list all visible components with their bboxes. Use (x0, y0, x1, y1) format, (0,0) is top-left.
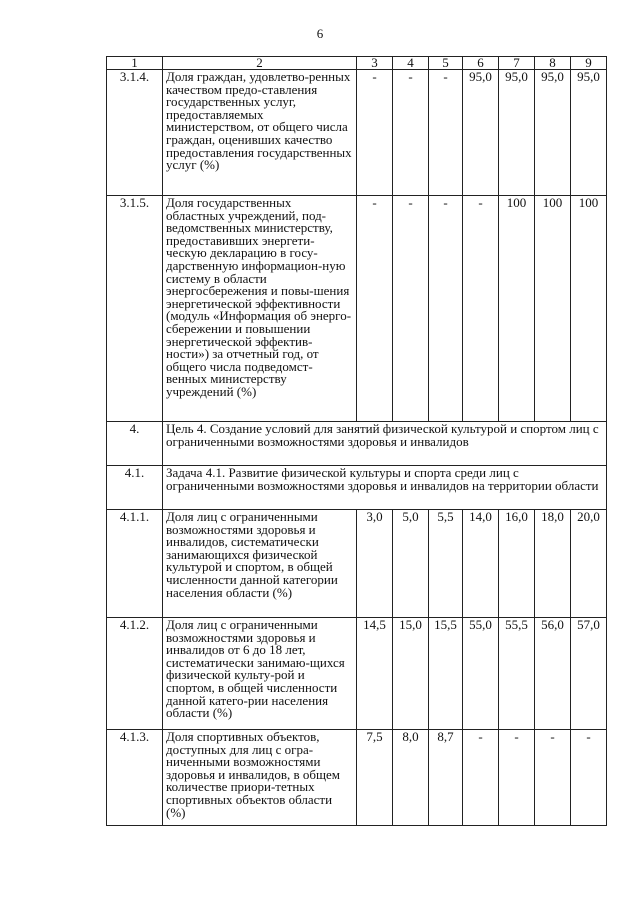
indicator-description: Доля граждан, удовлетво-ренных качеством предо-ставления государственных услуг, предоставляемых министерством, от общего числа граждан, оценивших качество предоставления государственных услуг (%) (163, 70, 357, 196)
value-cell: 95,0 (535, 70, 571, 196)
value-cell: 18,0 (535, 510, 571, 618)
header-cell: 5 (429, 57, 463, 70)
value-cell: 3,0 (357, 510, 393, 618)
header-cell: 1 (107, 57, 163, 70)
indicator-description: Доля лиц с ограниченными возможностями здоровья и инвалидов, систематически занимающихся физической культурой и спортом, в общей численности данной категории населения области (%) (163, 510, 357, 618)
value-cell: 100 (535, 196, 571, 422)
value-cell: - (429, 70, 463, 196)
header-cell: 4 (393, 57, 429, 70)
header-cell: 2 (163, 57, 357, 70)
value-cell: - (571, 730, 607, 826)
table-row (107, 510, 607, 618)
value-cell: 16,0 (499, 510, 535, 618)
indicator-description: Доля лиц с ограниченными возможностями здоровья и инвалидов от 6 до 18 лет, систематически занимаю-щихся физической культу-рой и спортом, в общей численности данной катего-рии населения области (%) (163, 618, 357, 730)
value-cell: 56,0 (535, 618, 571, 730)
value-cell: - (535, 730, 571, 826)
value-cell: 5,0 (393, 510, 429, 618)
value-cell: 100 (499, 196, 535, 422)
indicator-description: Доля государственных областных учреждений, под-ведомственных министерству, предоставивших энергети-ческую декларацию в госу-дарственную информацион-ную систему в области энергосбережения и повы-шения энергетической эффективности (модуль «Информация об энерго-сбережении и повышении энергетической эффектив-ности») за отчетный год, от общего числа подведомст-венных министерству учреждений (%) (163, 196, 357, 422)
header-cell: 9 (571, 57, 607, 70)
row-number: 4.1. (107, 466, 163, 510)
table-row (107, 196, 607, 422)
value-cell: 57,0 (571, 618, 607, 730)
value-cell: - (429, 196, 463, 422)
goal-row (107, 422, 607, 466)
value-cell: 95,0 (499, 70, 535, 196)
value-cell: 14,0 (463, 510, 499, 618)
header-row (107, 57, 607, 70)
value-cell: - (393, 196, 429, 422)
value-cell: - (463, 196, 499, 422)
value-cell: 8,7 (429, 730, 463, 826)
value-cell: 8,0 (393, 730, 429, 826)
table-row (107, 618, 607, 730)
header-cell: 8 (535, 57, 571, 70)
value-cell: 95,0 (571, 70, 607, 196)
value-cell: - (393, 70, 429, 196)
value-cell: 100 (571, 196, 607, 422)
row-number: 3.1.4. (107, 70, 163, 196)
value-cell: 5,5 (429, 510, 463, 618)
value-cell: 15,5 (429, 618, 463, 730)
table-row (107, 730, 607, 826)
value-cell: 95,0 (463, 70, 499, 196)
task-row (107, 466, 607, 510)
row-number: 4. (107, 422, 163, 466)
header-cell: 6 (463, 57, 499, 70)
row-number: 4.1.1. (107, 510, 163, 618)
row-number: 4.1.3. (107, 730, 163, 826)
goal-description: Цель 4. Создание условий для занятий физической культурой и спортом лиц с ограниченными возможностями здоровья и инвалидов (163, 422, 607, 466)
row-number: 3.1.5. (107, 196, 163, 422)
value-cell: - (463, 730, 499, 826)
row-number: 4.1.2. (107, 618, 163, 730)
value-cell: 55,5 (499, 618, 535, 730)
indicators-table (106, 56, 607, 826)
header-cell: 3 (357, 57, 393, 70)
value-cell: 14,5 (357, 618, 393, 730)
value-cell: - (499, 730, 535, 826)
header-cell: 7 (499, 57, 535, 70)
value-cell: - (357, 70, 393, 196)
value-cell: 55,0 (463, 618, 499, 730)
page-number: 6 (316, 26, 324, 41)
indicator-description: Доля спортивных объектов, доступных для лиц с огра-ниченными возможностями здоровья и инвалидов, в общем количестве приори-тетных спортивных объектов области (%) (163, 730, 357, 826)
task-description: Задача 4.1. Развитие физической культуры и спорта среди лиц с ограниченными возможностями здоровья и инвалидов на территории области (163, 466, 607, 510)
value-cell: 15,0 (393, 618, 429, 730)
table-row (107, 70, 607, 196)
value-cell: 7,5 (357, 730, 393, 826)
value-cell: - (357, 196, 393, 422)
value-cell: 20,0 (571, 510, 607, 618)
